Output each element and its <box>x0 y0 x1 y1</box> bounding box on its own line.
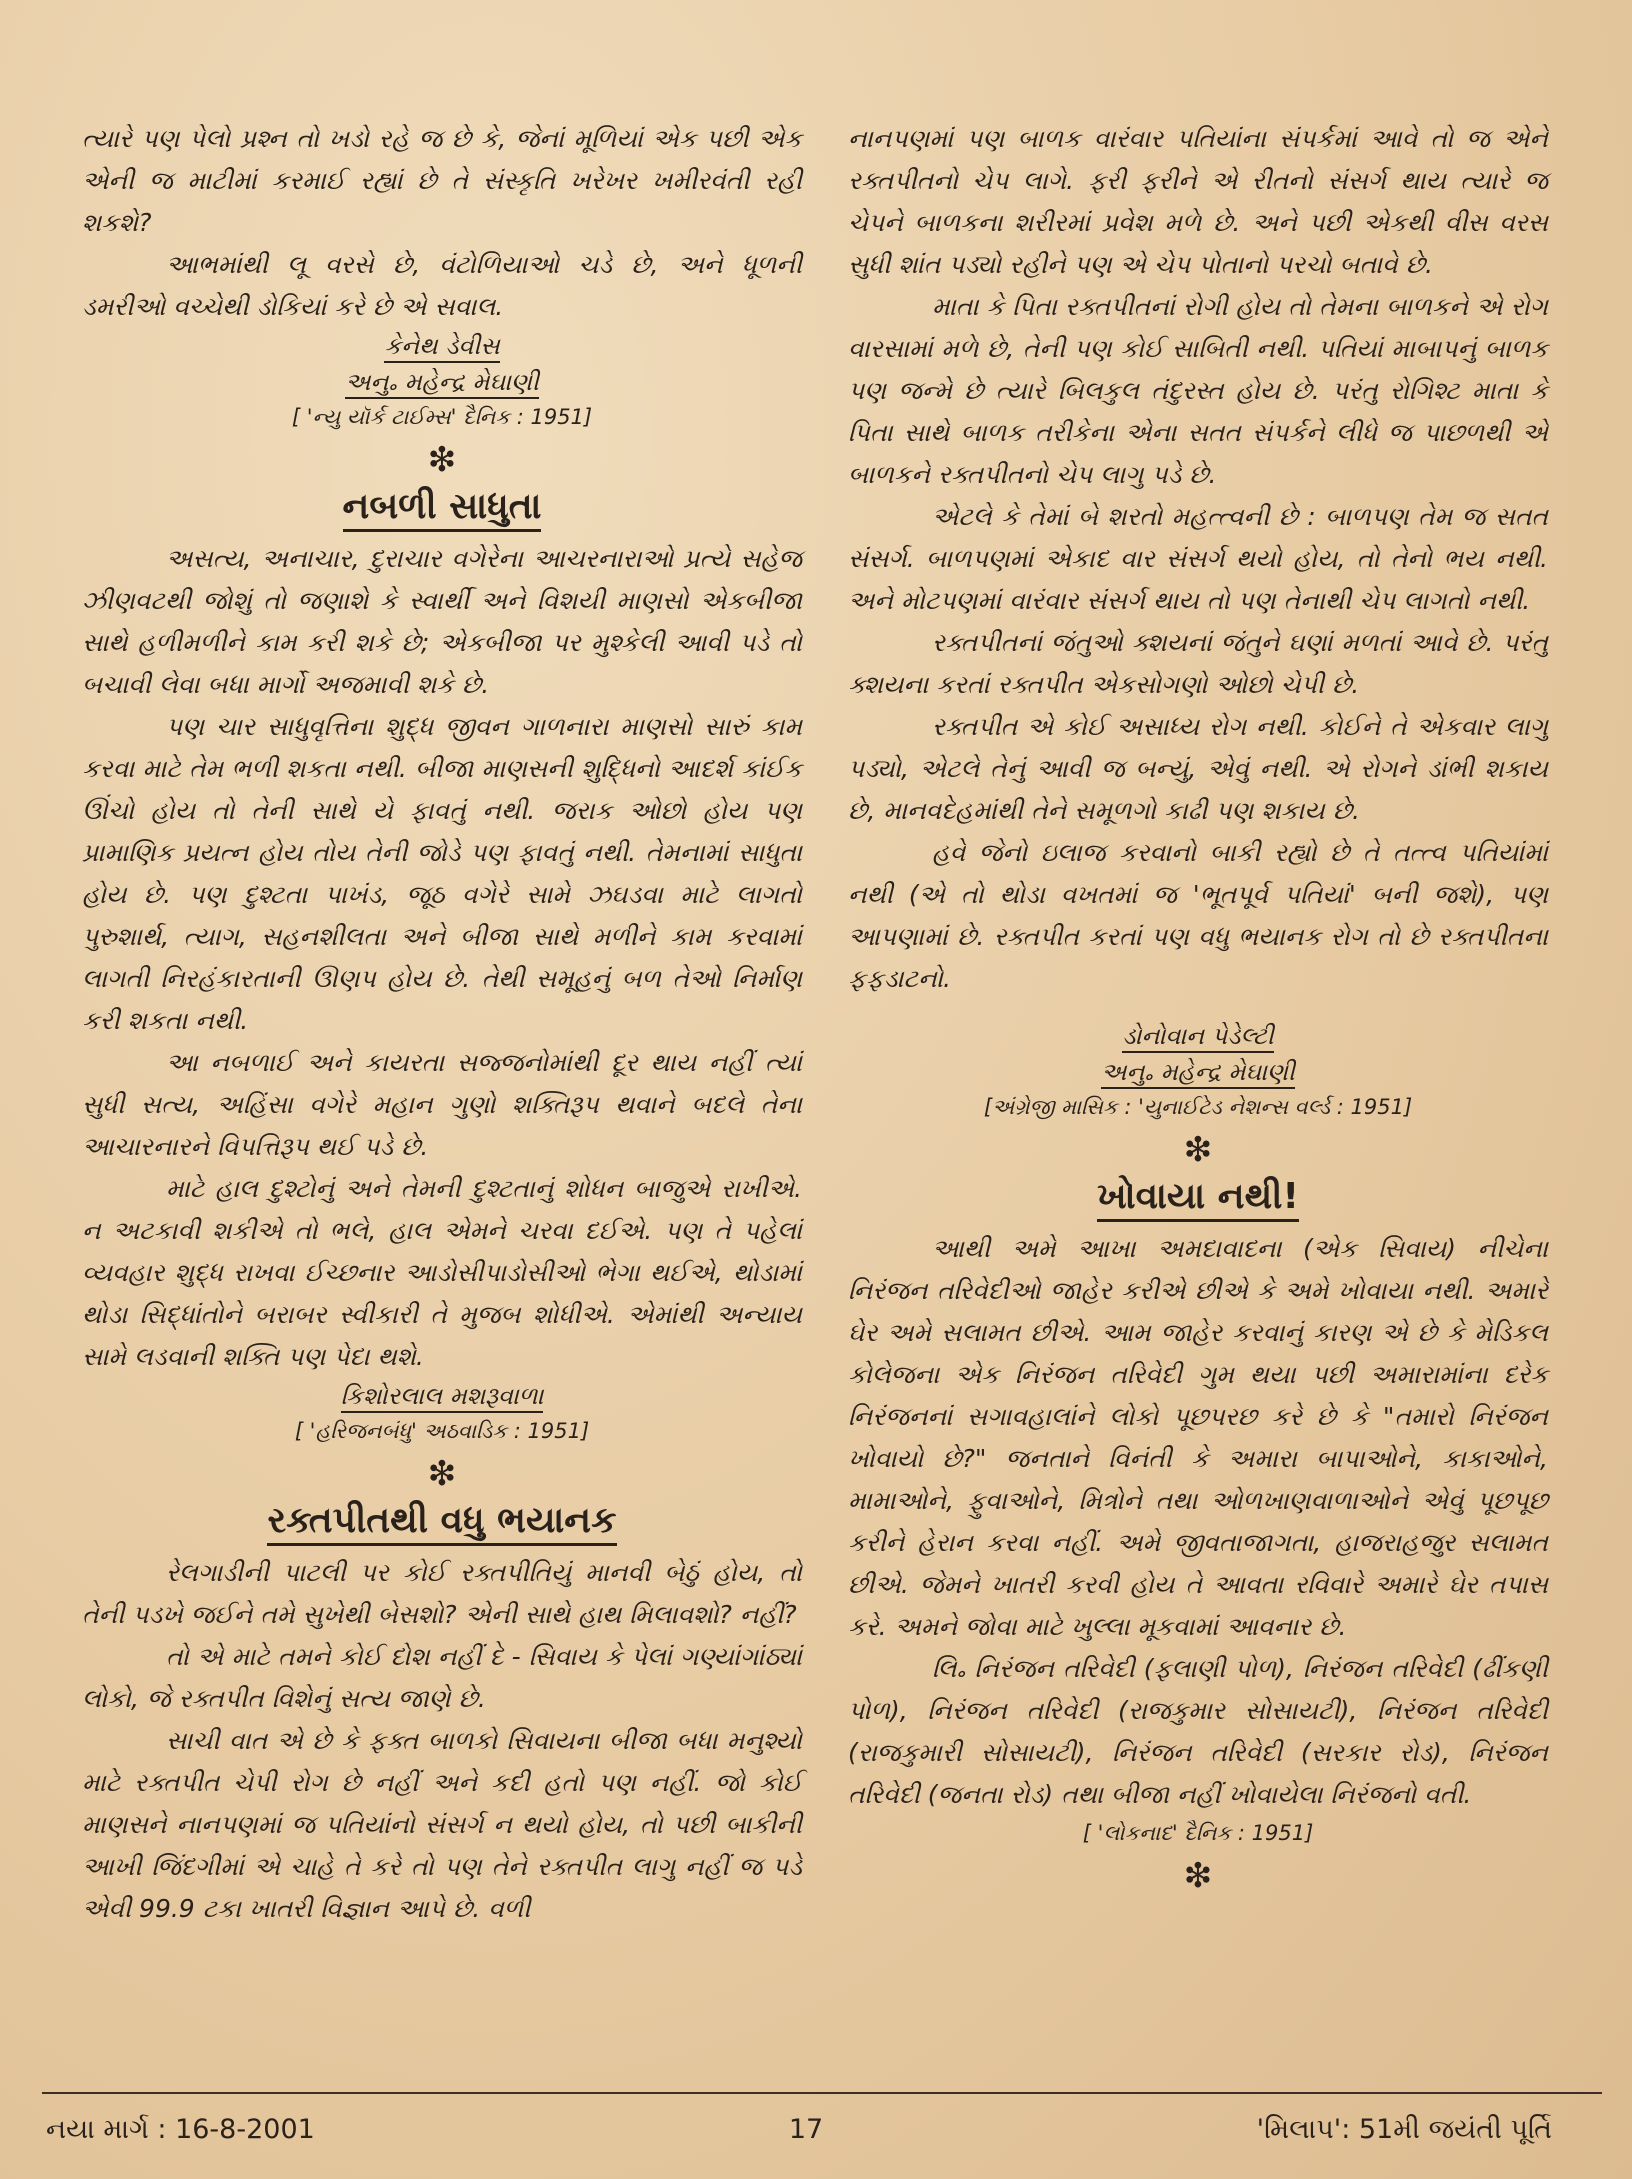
paragraph: ત્યારે પણ પેલો પ્રશ્ન તો ખડો રહે જ છે કે, જેનાં મૂળિયાં એક પછી એક એની જ માટીમાં કરમાઈ રહ્યાં છે તે સંસ્કૃતિ ખરેખર ખમીરવંતી રહી શકશે? <box>82 124 802 237</box>
paragraph: નાનપણમાં પણ બાળક વારંવાર પતિયાંના સંપર્કમાં આવે તો જ એને રક્તપીતનો ચેપ લાગે. ફરી ફરીને એ રીતનો સંસર્ગ થાય ત્યારે જ ચેપને બાળકના શરીરમાં પ્રવેશ મળે છે. અને પછી એકથી વીસ વરસ સુધી શાંત પડ્યો રહીને પણ એ ચેપ પોતાનો પરચો બતાવે છે. <box>848 124 1548 279</box>
paragraph: અસત્ય, અનાચાર, દુરાચાર વગેરેના આચરનારાઓ પ્રત્યે સહેજ ઝીણવટથી જોશું તો જણાશે કે સ્વાર્થી અને વિશયી માણસો એકબીજા સાથે હળીમળીને કામ કરી શકે છે; એકબીજા પર મુશ્કેલી આવી પડે તો બચાવી લેવા બધા માર્ગો અજમાવી શકે છે. <box>82 544 802 699</box>
paragraph: માતા કે પિતા રક્તપીતનાં રોગી હોય તો તેમના બાળકને એ રોગ વારસામાં મળે છે, તેની પણ કોઈ સાબિતી નથી. પતિયાં માબાપનું બાળક પણ જન્મે છે ત્યારે બિલકુલ તંદુરસ્ત હોય છે. પરંતુ રોગિશ્ટ માતા કે પિતા સાથે બાળક તરીકેના એના સતત સંપર્કને લીધે જ પાછળથી એ બાળકને રક્તપીતનો ચેપ લાગુ પડે છે. <box>848 292 1548 489</box>
article-source: [અંગ્રેજી માસિક : 'યુનાઈટેડ નેશન્સ વર્લ્ડ : 1951] <box>983 1095 1413 1119</box>
article-source: [ 'ન્યુ યૉર્ક ટાઈમ્સ' દૈનિક : 1951] <box>291 405 593 429</box>
title-text: નબળી સાધુતા <box>343 486 542 532</box>
article-title <box>82 482 802 532</box>
article-translator <box>82 364 802 400</box>
article-author <box>848 1018 1548 1054</box>
article-source: [ 'હરિજનબંધુ' અઠવાડિક : 1951] <box>294 1419 590 1443</box>
paragraph: સાચી વાત એ છે કે ફક્ત બાળકો સિવાયના બીજા બધા મનુશ્યો માટે રક્તપીત ચેપી રોગ છે નહીં અને કદી હતો પણ નહીં. જો કોઈ માણસને નાનપણમાં જ પતિયાંનો સંસર્ગ ન થયો હોય, તો પછી બાકીની આખી જિંદગીમાં એ ચાહે તે કરે તો પણ તેને રક્તપીત લાગુ નહીં જ પડે એવી 99.9 ટકા ખાતરી વિજ્ઞાન આપે છે. વળી <box>82 1726 802 1923</box>
paragraph: આ નબળાઈ અને કાયરતા સજ્જનોમાંથી દૂર થાય નહીં ત્યાં સુધી સત્ય, અહિંસા વગેરે મહાન ગુણો શક્તિરૂપ થવાને બદલે તેના આચારનારને વિપત્તિરૂપ થઈ પડે છે. <box>82 1048 802 1161</box>
paragraph: રક્તપીત એ કોઈ અસાધ્ય રોગ નથી. કોઈને તે એકવાર લાગુ પડ્યો, એટલે તેનું આવી જ બન્યું, એવું નથી. એ રોગને ડાંભી શકાય છે, માનવદેહમાંથી તેને સમૂળગો કાઢી પણ શકાય છે. <box>848 712 1548 825</box>
author-name: કેનેથ ડેવીસ <box>384 332 499 363</box>
article-title <box>82 1496 802 1546</box>
translator-name: અનુ૰ મહેન્દ્ર મેઘાણી <box>345 368 539 399</box>
article-translator <box>848 1054 1548 1090</box>
article-author <box>82 1378 802 1414</box>
author-name: ડોનોવાન પેડેલ્ટી <box>1122 1022 1273 1053</box>
paragraph: આભમાંથી લૂ વરસે છે, વંટોળિયાઓ ચડે છે, અને ધૂળની ડમરીઓ વચ્ચેથી ડોકિયાં કરે છે એ સવાલ. <box>82 250 802 321</box>
article-author <box>82 328 802 364</box>
ornament-icon: ❇ <box>1183 1130 1213 1170</box>
left-column <box>82 118 802 1930</box>
article-title <box>848 1172 1548 1222</box>
title-text: રક્તપીતથી વધુ ભયાનક <box>267 1500 616 1546</box>
paragraph: આથી અમે આખા અમદાવાદના (એક સિવાય) નીચેના નિરંજન તરિવેદીઓ જાહેર કરીએ છીએ કે અમે ખોવાયા નથી. અમારે ઘેર અમે સલામત છીએ. આમ જાહેર કરવાનું કારણ એ છે કે મેડિકલ કોલેજના એક નિરંજન તરિવેદી ગુમ થયા પછી અમારામાંના દરેક નિરંજનનાં સગાવહાલાંને લોકો પૂછપરછ કરે છે કે "તમારો નિરંજન ખોવાયો છે?" જનતાને વિનંતી કે અમારા બાપાઓને, કાકાઓને, મામાઓને, ફુવાઓને, મિત્રોને તથા ઓળખાણવાળાઓને એવું પૂછપૂછ કરીને હેરાન કરવા નહીં. અમે જીવતાજાગતા, હાજરાહજુર સલામત છીએ. જેમને ખાતરી કરવી હોય તે આવતા રવિવારે અમારે ઘેર તપાસ કરે. અમને જોવા માટે ખુલ્લા મૂકવામાં આવનાર છે. <box>848 1234 1548 1641</box>
right-column <box>848 118 1548 1896</box>
paragraph: હવે જેનો ઇલાજ કરવાનો બાકી રહ્યો છે તે તત્ત્વ પતિયાંમાં નથી (એ તો થોડા વખતમાં જ 'ભૂતપૂર્વ પતિયાં' બની જશે), પણ આપણામાં છે. રક્તપીત કરતાં પણ વધુ ભયાનક રોગ તો છે રક્તપીતના ફફડાટનો. <box>848 838 1548 993</box>
paragraph: પણ ચાર સાધુવૃત્તિના શુદ્ધ જીવન ગાળનારા માણસો સારું કામ કરવા માટે તેમ ભળી શકતા નથી. બીજા માણસની શુદ્ધિનો આદર્શ કાંઈક ઊંચો હોય તો તેની સાથે યે ફાવતું નથી. જરાક ઓછો હોય પણ પ્રામાણિક પ્રયત્ન હોય તોય તેની જોડે પણ ફાવતું નથી. તેમનામાં સાધુતા હોય છે. પણ દુશ્ટતા પાખંડ, જૂઠ વગેરે સામે ઝઘડવા માટે લાગતો પુરુશાર્થ, ત્યાગ, સહનશીલતા અને બીજા સાથે મળીને કામ કરવામાં લાગતી નિરહંકારતાની ઊણપ હોય છે. તેથી સમૂહનું બળ તેઓ નિર્માણ કરી શકતા નથી. <box>82 712 802 1035</box>
paragraph: રેલગાડીની પાટલી પર કોઈ રક્તપીતિયું માનવી બેઠું હોય, તો તેની પડખે જઈને તમે સુખેથી બેસશો? એની સાથે હાથ મિલાવશો? નહીં? <box>82 1558 802 1629</box>
ornament-icon: ❇ <box>427 440 457 480</box>
paragraph: રક્તપીતનાં જંતુઓ ક્શયનાં જંતુને ઘણાં મળતાં આવે છે. પરંતુ ક્શયના કરતાં રક્તપીત એકસોગણો ઓછો ચેપી છે. <box>848 628 1548 699</box>
author-name: કિશોરલાલ મશરૂવાળા <box>341 1382 544 1413</box>
ornament-icon: ❇ <box>427 1454 457 1494</box>
article-source: [ 'લોકનાદ' દૈનિક : 1951] <box>1082 1821 1314 1845</box>
paragraph: માટે હાલ દુશ્ટોનું અને તેમની દુશ્ટતાનું શોધન બાજુએ રાખીએ. ન અટકાવી શકીએ તો ભલે, હાલ એમને ચરવા દઈએ. પણ તે પહેલાં વ્યવહાર શુદ્ધ રાખવા ઈચ્છનાર આડોસીપાડોસીઓ ભેગા થઈએ, થોડામાં થોડા સિદ્ધાંતોને બરાબર સ્વીકારી તે મુજબ શોધીએ. એમાંથી અન્યાય સામે લડવાની શક્તિ પણ પેદા થશે. <box>82 1174 802 1371</box>
footer-supplement: 'મિલાપ': 51મી જયંતી પૂર્તિ <box>1256 2114 1552 2145</box>
footer-publication: નયા માર્ગ : 16-8-2001 <box>46 2114 315 2145</box>
title-text: ખોવાયા નથી! <box>1097 1176 1299 1222</box>
page-number: 17 <box>788 2114 824 2145</box>
paragraph: એટલે કે તેમાં બે શરતો મહત્ત્વની છે : બાળપણ તેમ જ સતત સંસર્ગ. બાળપણમાં એકાદ વાર સંસર્ગ થયો હોય, તો તેનો ભય નથી. અને મોટપણમાં વારંવાર સંસર્ગ થાય તો પણ તેનાથી ચેપ લાગતો નથી. <box>848 502 1548 615</box>
paragraph: લિ૰ નિરંજન તરિવેદી (ફલાણી પોળ), નિરંજન તરિવેદી (ઢીંકણી પોળ), નિરંજન તરિવેદી (રાજકુમાર સોસાયટી), નિરંજન તરિવેદી (રાજકુમારી સોસાયટી), નિરંજન તરિવેદી (સરકાર રોડ), નિરંજન તરિવેદી (જનતા રોડ) તથા બીજા નહીં ખોવાયેલા નિરંજનો વતી. <box>848 1654 1548 1809</box>
translator-name: અનુ૰ મહેન્દ્ર મેઘાણી <box>1101 1058 1295 1089</box>
footer-divider <box>42 2092 1602 2094</box>
ornament-icon: ❇ <box>1183 1856 1213 1896</box>
paragraph: તો એ માટે તમને કોઈ દોશ નહીં દે - સિવાય કે પેલાં ગણ્યાંગાંઠ્યાં લોકો, જે રક્તપીત વિશેનું સત્ય જાણે છે. <box>82 1642 802 1713</box>
